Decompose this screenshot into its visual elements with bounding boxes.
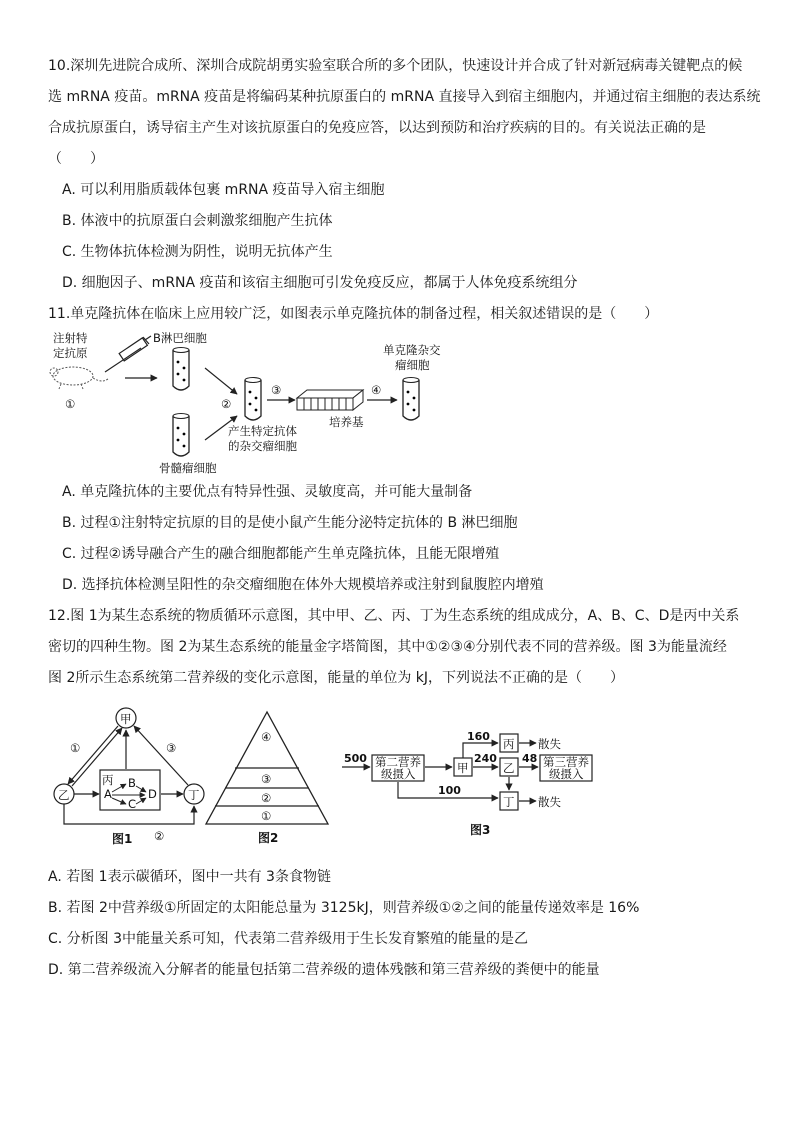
fig2-caption: 图2 <box>258 831 279 845</box>
fig3-intake-2: 级摄入 <box>381 767 416 781</box>
fig3-value-500: 500 <box>344 752 367 765</box>
fig2-level-2: ② <box>261 791 272 805</box>
fig2-level-1: ① <box>261 809 272 823</box>
fig3-intake-1: 第二营养 <box>375 755 421 769</box>
fig3-value-100: 100 <box>438 784 461 797</box>
syringe-icon <box>105 336 151 372</box>
fig1-A: A <box>104 787 112 801</box>
step-2-marker: ② <box>221 397 232 411</box>
fig3-value-160: 160 <box>467 730 490 743</box>
q12-option-b: B. 若图 2中营养级①所固定的太阳能总量为 3125kJ，则营养级①②之间的能量传递效率是 16% <box>48 900 640 916</box>
fig1-bing: 丙 <box>102 773 114 787</box>
fig1-marker-2: ② <box>154 829 165 843</box>
fig3-third-1: 第三营养 <box>543 755 589 769</box>
q12-option-c: C. 分析图 3中能量关系可知，代表第二营养级用于生长发育繁殖的能量的是乙 <box>48 931 529 947</box>
hybrid-label-2: 的杂交瘤细胞 <box>228 439 297 453</box>
fig1-D: D <box>148 787 157 801</box>
myeloma-label: 骨髓瘤细胞 <box>159 461 217 475</box>
q10-stem-line-1: 10.深圳先进院合成所、深圳合成院胡勇实验室联合所的多个团队，快速设计并合成了针对新冠病毒关键靶点的候 <box>48 58 743 74</box>
fig1-C: C <box>128 797 137 811</box>
fig1-marker-1: ① <box>70 741 81 755</box>
q10-answer-blank: （ ） <box>48 151 104 167</box>
q10-option-b: B. 体液中的抗原蛋白会刺激浆细胞产生抗体 <box>62 213 333 229</box>
b-cell-label: B淋巴细胞 <box>153 331 207 345</box>
inject-label-1: 注射特 <box>53 331 88 345</box>
fig3-loss-2: 散失 <box>538 795 561 809</box>
fig3-value-240: 240 <box>474 752 497 765</box>
q12-option-a: A. 若图 1表示碳循环，图中一共有 3条食物链 <box>48 869 331 885</box>
fig2-level-3: ③ <box>261 772 272 786</box>
culture-plate-icon <box>297 390 363 410</box>
hybrid-tube-icon <box>245 378 261 421</box>
q11-option-c: C. 过程②诱导融合产生的融合细胞都能产生单克隆抗体，且能无限增殖 <box>62 546 500 562</box>
q11-option-b: B. 过程①注射特定抗原的目的是使小鼠产生能分泌特定抗体的 B 淋巴细胞 <box>62 515 518 531</box>
step-1-marker: ① <box>65 397 76 411</box>
q11-option-a: A. 单克隆抗体的主要优点有特异性强、灵敏度高，并可能大量制备 <box>62 484 473 500</box>
fig3-loss-1: 散失 <box>538 737 561 751</box>
fig3-third-2: 级摄入 <box>549 767 584 781</box>
q12-figure-2-energy-pyramid <box>202 708 332 848</box>
hybrid-label-1: 产生特定抗体 <box>228 424 297 438</box>
medium-label: 培养基 <box>329 415 364 429</box>
fig3-bing: 丙 <box>503 737 515 751</box>
q12-stem-line-2: 密切的四种生物。图 2为某生态系统的能量金字塔简图，其中①②③④分别代表不同的营养级。图 3为能量流经 <box>48 639 727 655</box>
mono-label-1: 单克隆杂交 <box>383 343 441 357</box>
fig3-ding: 丁 <box>503 795 515 809</box>
fig1-caption: 图1 <box>112 832 133 846</box>
step-3-marker: ③ <box>271 383 282 397</box>
fig1-marker-3: ③ <box>166 741 177 755</box>
fig3-yi: 乙 <box>503 761 515 775</box>
mouse-icon <box>50 367 109 389</box>
q10-stem-line-2: 选 mRNA 疫苗。mRNA 疫苗是将编码某种抗原蛋白的 mRNA 直接导入到宿主细胞内，并通过宿主细胞的表达系统 <box>48 89 761 105</box>
q12-option-d: D. 第二营养级流入分解者的能量包括第二营养级的遗体残骸和第三营养级的粪便中的能量 <box>48 962 600 978</box>
q11-figure-monoclonal-antibody <box>45 328 465 478</box>
fig1-ding: 丁 <box>188 788 200 802</box>
q11-stem: 11.单克隆抗体在临床上应用较广泛，如图表示单克隆抗体的制备过程，相关叙述错误的是（ ） <box>48 306 659 322</box>
q10-option-a: A. 可以利用脂质载体包裹 mRNA 疫苗导入宿主细胞 <box>62 182 385 198</box>
fig1-jia: 甲 <box>120 712 132 726</box>
q10-option-d: D. 细胞因子、mRNA 疫苗和该宿主细胞可引发免疫反应，都属于人体免疫系统组分 <box>62 275 578 291</box>
b-cell-tube-icon <box>173 348 189 391</box>
inject-label-2: 定抗原 <box>53 346 88 360</box>
q10-stem-line-3: 合成抗原蛋白，诱导宿主产生对该抗原蛋白的免疫应答，以达到预防和治疗疾病的目的。有关说法正确的是 <box>48 120 706 136</box>
fig3-jia: 甲 <box>457 761 469 775</box>
q12-stem-line-3: 图 2所示生态系统第二营养级的变化示意图，能量的单位为 kJ，下列说法不正确的是（ ） <box>48 670 625 686</box>
step-4-marker: ④ <box>371 383 382 397</box>
fig3-caption: 图3 <box>470 823 491 837</box>
fig2-level-4: ④ <box>261 730 272 744</box>
fig1-B: B <box>128 776 136 790</box>
fig1-yi: 乙 <box>58 788 70 802</box>
q11-option-d: D. 选择抗体检测呈阳性的杂交瘤细胞在体外大规模培养或注射到鼠腹腔内增殖 <box>62 577 544 593</box>
monoclonal-tube-icon <box>403 378 419 421</box>
q12-stem-line-1: 12.图 1为某生态系统的物质循环示意图，其中甲、乙、丙、丁为生态系统的组成成分，A、B、C、D是丙中关系 <box>48 608 740 624</box>
myeloma-tube-icon <box>173 414 189 457</box>
q12-figure-1-carbon-cycle <box>44 700 214 850</box>
fig3-value-48: 48 <box>522 752 538 765</box>
mono-label-2: 瘤细胞 <box>395 358 430 372</box>
q12-figure-3-energy-flow <box>340 722 600 842</box>
q10-option-c: C. 生物体抗体检测为阴性，说明无抗体产生 <box>62 244 333 260</box>
